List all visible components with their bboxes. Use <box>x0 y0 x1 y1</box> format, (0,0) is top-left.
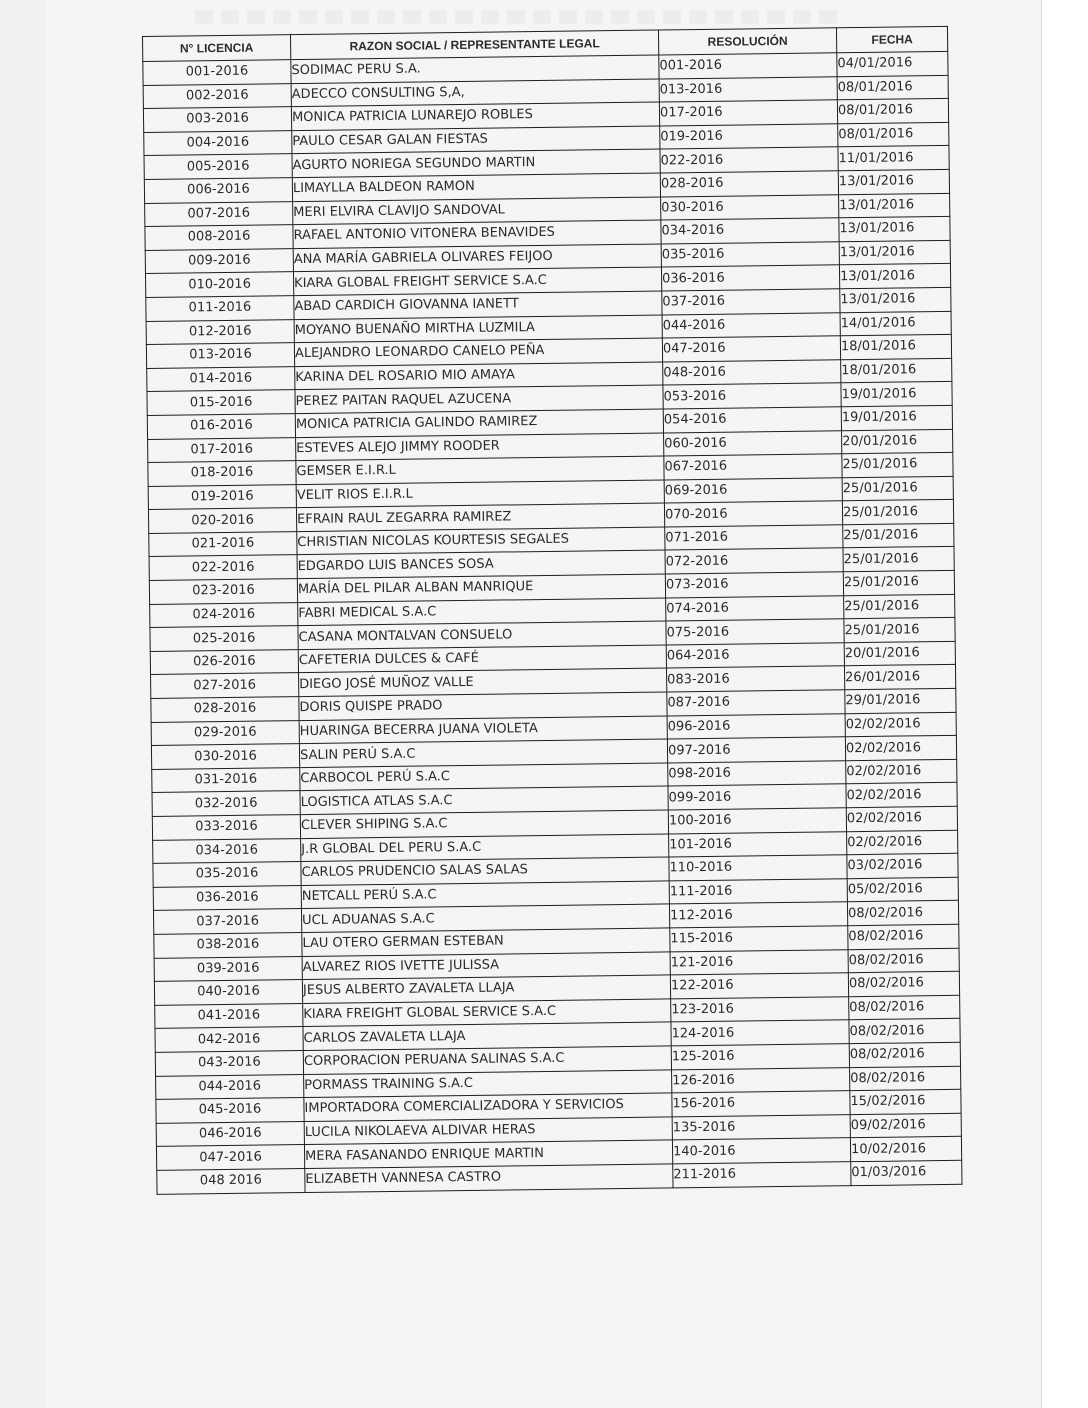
cell-razon-social: JESUS ALBERTO ZAVALETA LLAJA <box>302 975 670 1003</box>
license-table <box>142 26 962 1195</box>
cell-licencia: 009-2016 <box>145 248 293 273</box>
cell-fecha: 13/01/2016 <box>839 264 950 289</box>
cell-fecha: 25/01/2016 <box>842 500 953 525</box>
cell-fecha: 08/02/2016 <box>850 1066 961 1091</box>
cell-resolucion: 036-2016 <box>661 265 839 291</box>
cell-licencia: 003-2016 <box>143 107 291 132</box>
cell-licencia: 011-2016 <box>146 296 294 321</box>
cell-fecha: 08/02/2016 <box>848 971 959 996</box>
cell-licencia: 007-2016 <box>145 201 293 226</box>
cell-licencia: 048 2016 <box>157 1168 305 1193</box>
cell-resolucion: 035-2016 <box>661 242 839 268</box>
cell-razon-social: LAU OTERO GERMAN ESTEBAN <box>302 928 670 956</box>
cell-licencia: 026-2016 <box>150 649 298 674</box>
cell-razon-social: MERA FASANANDO ENRIQUE MARTIN <box>304 1140 672 1168</box>
cell-licencia: 020-2016 <box>148 508 296 533</box>
cell-razon-social: LUCILA NIKOLAEVA ALDIVAR HERAS <box>304 1117 672 1145</box>
cell-licencia: 001-2016 <box>143 60 291 85</box>
cell-resolucion: 030-2016 <box>661 194 839 220</box>
cell-razon-social: ABAD CARDICH GIOVANNA IANETT <box>294 291 662 319</box>
cell-resolucion: 074-2016 <box>666 595 844 621</box>
cell-fecha: 08/02/2016 <box>847 901 958 926</box>
cell-razon-social: MONICA PATRICIA GALINDO RAMIREZ <box>295 409 663 437</box>
cell-licencia: 035-2016 <box>153 862 301 887</box>
cell-resolucion: 071-2016 <box>665 525 843 551</box>
cell-fecha: 02/02/2016 <box>846 806 957 831</box>
cell-licencia: 023-2016 <box>149 579 297 604</box>
cell-licencia: 038-2016 <box>154 933 302 958</box>
cell-resolucion: 067-2016 <box>664 454 842 480</box>
cell-resolucion: 126-2016 <box>672 1067 850 1093</box>
cell-razon-social: MOYANO BUENAÑO MIRTHA LUZMILA <box>294 315 662 343</box>
cell-fecha: 25/01/2016 <box>844 618 955 643</box>
cell-razon-social: CARBOCOL PERÚ S.A.C <box>300 763 668 791</box>
cell-fecha: 02/02/2016 <box>845 712 956 737</box>
cell-resolucion: 017-2016 <box>659 100 837 126</box>
cell-licencia: 013-2016 <box>146 343 294 368</box>
cell-fecha: 08/02/2016 <box>848 948 959 973</box>
cell-resolucion: 013-2016 <box>659 76 837 102</box>
cell-fecha: 10/02/2016 <box>850 1137 961 1162</box>
cell-razon-social: SALIN PERÚ S.A.C <box>299 739 667 767</box>
cell-fecha: 26/01/2016 <box>844 665 955 690</box>
cell-resolucion: 098-2016 <box>668 761 846 787</box>
cell-razon-social: FABRI MEDICAL S.A.C <box>298 598 666 626</box>
cell-resolucion: 100-2016 <box>668 808 846 834</box>
cell-resolucion: 110-2016 <box>669 855 847 881</box>
cell-razon-social: CLEVER SHIPING S.A.C <box>300 810 668 838</box>
cell-razon-social: J.R GLOBAL DEL PERU S.A.C <box>301 834 669 862</box>
cell-resolucion: 073-2016 <box>665 572 843 598</box>
cell-razon-social: SODIMAC PERU S.A. <box>291 55 659 83</box>
cell-razon-social: IMPORTADORA COMERCIALIZADORA Y SERVICIOS <box>304 1093 672 1121</box>
header-razon-social: RAZON SOCIAL / REPRESENTANTE LEGAL <box>290 30 658 60</box>
cell-licencia: 015-2016 <box>147 390 295 415</box>
cell-licencia: 027-2016 <box>151 673 299 698</box>
cell-resolucion: 121-2016 <box>670 949 848 975</box>
cell-licencia: 016-2016 <box>147 414 295 439</box>
cell-licencia: 004-2016 <box>144 130 292 155</box>
cell-razon-social: MERI ELVIRA CLAVIJO SANDOVAL <box>293 197 661 225</box>
cell-razon-social: EFRAIN RAUL ZEGARRA RAMIREZ <box>296 503 664 531</box>
header-resolucion: RESOLUCIÓN <box>658 28 836 55</box>
cell-resolucion: 140-2016 <box>672 1138 850 1164</box>
cell-razon-social: MARÍA DEL PILAR ALBAN MANRIQUE <box>297 574 665 602</box>
cell-licencia: 014-2016 <box>147 366 295 391</box>
cell-razon-social: CARLOS ZAVALETA LLAJA <box>303 1022 671 1050</box>
table-body <box>143 51 962 1194</box>
cell-razon-social: CORPORACION PERUANA SALINAS S.A.C <box>303 1046 671 1074</box>
document-page <box>142 26 961 1195</box>
cell-razon-social: ESTEVES ALEJO JIMMY ROODER <box>296 432 664 460</box>
cell-razon-social: EDGARDO LUIS BANCES SOSA <box>297 550 665 578</box>
cell-razon-social: DORIS QUISPE PRADO <box>299 692 667 720</box>
cell-razon-social: CAFETERIA DULCES & CAFÉ <box>298 645 666 673</box>
cell-fecha: 13/01/2016 <box>838 169 949 194</box>
cell-resolucion: 083-2016 <box>666 666 844 692</box>
cell-fecha: 03/02/2016 <box>847 854 958 879</box>
cell-licencia: 012-2016 <box>146 319 294 344</box>
cell-fecha: 20/01/2016 <box>844 641 955 666</box>
cell-resolucion: 124-2016 <box>671 1020 849 1046</box>
cell-fecha: 02/02/2016 <box>847 830 958 855</box>
cell-razon-social: VELIT RIOS E.I.R.L <box>296 480 664 508</box>
cell-licencia: 029-2016 <box>151 720 299 745</box>
cell-fecha: 25/01/2016 <box>844 594 955 619</box>
cell-fecha: 13/01/2016 <box>839 193 950 218</box>
cell-fecha: 08/02/2016 <box>848 924 959 949</box>
bleed-through-text <box>195 10 845 24</box>
cell-licencia: 008-2016 <box>145 225 293 250</box>
cell-licencia: 017-2016 <box>148 437 296 462</box>
cell-licencia: 034-2016 <box>153 838 301 863</box>
cell-licencia: 042-2016 <box>155 1027 303 1052</box>
cell-licencia: 005-2016 <box>144 154 292 179</box>
cell-razon-social: DIEGO JOSÉ MUÑOZ VALLE <box>299 668 667 696</box>
cell-licencia: 025-2016 <box>150 626 298 651</box>
cell-resolucion: 048-2016 <box>663 359 841 385</box>
cell-razon-social: RAFAEL ANTONIO VITONERA BENAVIDES <box>293 220 661 248</box>
cell-fecha: 25/01/2016 <box>843 523 954 548</box>
cell-fecha: 15/02/2016 <box>850 1089 961 1114</box>
cell-fecha: 25/01/2016 <box>842 476 953 501</box>
cell-razon-social: KIARA FREIGHT GLOBAL SERVICE S.A.C <box>303 999 671 1027</box>
cell-fecha: 19/01/2016 <box>841 405 952 430</box>
cell-licencia: 006-2016 <box>144 178 292 203</box>
cell-licencia: 018-2016 <box>148 461 296 486</box>
cell-resolucion: 123-2016 <box>671 996 849 1022</box>
cell-razon-social: ALEJANDRO LEONARDO CANELO PEÑA <box>294 338 662 366</box>
header-fecha: FECHA <box>836 26 947 52</box>
cell-razon-social: CASANA MONTALVAN CONSUELO <box>298 621 666 649</box>
cell-resolucion: 075-2016 <box>666 619 844 645</box>
cell-resolucion: 044-2016 <box>662 312 840 338</box>
cell-fecha: 13/01/2016 <box>839 240 950 265</box>
cell-licencia: 043-2016 <box>155 1050 303 1075</box>
cell-fecha: 13/01/2016 <box>839 217 950 242</box>
cell-fecha: 04/01/2016 <box>837 51 948 76</box>
cell-fecha: 19/01/2016 <box>841 382 952 407</box>
cell-fecha: 25/01/2016 <box>843 547 954 572</box>
cell-licencia: 019-2016 <box>148 484 296 509</box>
cell-razon-social: HUARINGA BECERRA JUANA VIOLETA <box>299 716 667 744</box>
cell-fecha: 08/01/2016 <box>837 99 948 124</box>
cell-resolucion: 112-2016 <box>669 902 847 928</box>
cell-fecha: 14/01/2016 <box>840 311 951 336</box>
cell-resolucion: 099-2016 <box>668 784 846 810</box>
cell-licencia: 021-2016 <box>149 531 297 556</box>
cell-fecha: 02/02/2016 <box>846 759 957 784</box>
cell-resolucion: 069-2016 <box>664 477 842 503</box>
cell-licencia: 041-2016 <box>155 1003 303 1028</box>
cell-fecha: 08/02/2016 <box>849 995 960 1020</box>
cell-razon-social: UCL ADUANAS S.A.C <box>301 904 669 932</box>
cell-fecha: 01/03/2016 <box>851 1160 962 1185</box>
cell-resolucion: 060-2016 <box>664 430 842 456</box>
cell-razon-social: KIARA GLOBAL FREIGHT SERVICE S.A.C <box>293 267 661 295</box>
cell-resolucion: 135-2016 <box>672 1114 850 1140</box>
cell-razon-social: MONICA PATRICIA LUNAREJO ROBLES <box>291 102 659 130</box>
cell-licencia: 046-2016 <box>156 1121 304 1146</box>
cell-licencia: 028-2016 <box>151 697 299 722</box>
cell-resolucion: 111-2016 <box>669 878 847 904</box>
cell-fecha: 08/01/2016 <box>837 75 948 100</box>
cell-resolucion: 101-2016 <box>669 831 847 857</box>
cell-resolucion: 156-2016 <box>672 1091 850 1117</box>
cell-resolucion: 115-2016 <box>670 926 848 952</box>
cell-licencia: 047-2016 <box>156 1145 304 1170</box>
cell-resolucion: 037-2016 <box>662 289 840 315</box>
cell-fecha: 05/02/2016 <box>847 877 958 902</box>
cell-licencia: 024-2016 <box>150 602 298 627</box>
cell-resolucion: 072-2016 <box>665 548 843 574</box>
cell-licencia: 030-2016 <box>151 744 299 769</box>
cell-fecha: 08/02/2016 <box>849 1019 960 1044</box>
cell-resolucion: 047-2016 <box>662 336 840 362</box>
cell-licencia: 045-2016 <box>156 1098 304 1123</box>
cell-licencia: 033-2016 <box>152 815 300 840</box>
cell-fecha: 08/01/2016 <box>838 122 949 147</box>
cell-licencia: 044-2016 <box>156 1074 304 1099</box>
cell-licencia: 037-2016 <box>153 909 301 934</box>
cell-fecha: 09/02/2016 <box>850 1113 961 1138</box>
cell-resolucion: 022-2016 <box>660 147 838 173</box>
cell-resolucion: 125-2016 <box>671 1044 849 1070</box>
cell-resolucion: 122-2016 <box>670 973 848 999</box>
cell-fecha: 29/01/2016 <box>845 688 956 713</box>
cell-razon-social: CARLOS PRUDENCIO SALAS SALAS <box>301 857 669 885</box>
cell-fecha: 18/01/2016 <box>841 358 952 383</box>
cell-licencia: 002-2016 <box>143 83 291 108</box>
cell-fecha: 18/01/2016 <box>840 334 951 359</box>
cell-razon-social: NETCALL PERÚ S.A.C <box>301 881 669 909</box>
cell-licencia: 032-2016 <box>152 791 300 816</box>
cell-fecha: 11/01/2016 <box>838 146 949 171</box>
cell-resolucion: 097-2016 <box>667 737 845 763</box>
scan-margin-left <box>0 0 46 1408</box>
cell-razon-social: ALVAREZ RIOS IVETTE JULISSA <box>302 951 670 979</box>
cell-razon-social: PORMASS TRAINING S.A.C <box>304 1069 672 1097</box>
cell-resolucion: 001-2016 <box>659 53 837 79</box>
header-licencia: N° LICENCIA <box>143 35 291 62</box>
cell-licencia: 040-2016 <box>154 980 302 1005</box>
cell-fecha: 02/02/2016 <box>846 783 957 808</box>
cell-licencia: 039-2016 <box>154 956 302 981</box>
cell-fecha: 13/01/2016 <box>840 287 951 312</box>
cell-razon-social: PAULO CESAR GALAN FIESTAS <box>292 126 660 154</box>
cell-fecha: 02/02/2016 <box>845 736 956 761</box>
cell-resolucion: 064-2016 <box>666 643 844 669</box>
cell-razon-social: AGURTO NORIEGA SEGUNDO MARTIN <box>292 149 660 177</box>
cell-fecha: 25/01/2016 <box>842 452 953 477</box>
cell-razon-social: ELIZABETH VANNESA CASTRO <box>305 1164 673 1192</box>
cell-razon-social: KARINA DEL ROSARIO MIO AMAYA <box>295 362 663 390</box>
cell-resolucion: 087-2016 <box>667 690 845 716</box>
cell-fecha: 20/01/2016 <box>842 429 953 454</box>
cell-razon-social: ADECCO CONSULTING S,A, <box>291 79 659 107</box>
cell-resolucion: 028-2016 <box>660 171 838 197</box>
cell-licencia: 031-2016 <box>152 767 300 792</box>
cell-razon-social: CHRISTIAN NICOLAS KOURTESIS SEGALES <box>297 527 665 555</box>
cell-resolucion: 034-2016 <box>661 218 839 244</box>
cell-resolucion: 096-2016 <box>667 713 845 739</box>
cell-resolucion: 070-2016 <box>664 501 842 527</box>
cell-resolucion: 019-2016 <box>660 124 838 150</box>
cell-razon-social: LIMAYLLA BALDEON RAMON <box>292 173 660 201</box>
cell-razon-social: PEREZ PAITAN RAQUEL AZUCENA <box>295 385 663 413</box>
cell-fecha: 25/01/2016 <box>843 570 954 595</box>
cell-resolucion: 054-2016 <box>663 407 841 433</box>
cell-razon-social: ANA MARÍA GABRIELA OLIVARES FEIJOO <box>293 244 661 272</box>
cell-licencia: 010-2016 <box>145 272 293 297</box>
cell-licencia: 022-2016 <box>149 555 297 580</box>
cell-fecha: 08/02/2016 <box>849 1042 960 1067</box>
cell-razon-social: GEMSER E.I.R.L <box>296 456 664 484</box>
cell-resolucion: 211-2016 <box>673 1162 851 1188</box>
cell-resolucion: 053-2016 <box>663 383 841 409</box>
cell-razon-social: LOGISTICA ATLAS S.A.C <box>300 786 668 814</box>
scan-margin-right <box>1041 0 1088 1408</box>
cell-licencia: 036-2016 <box>153 885 301 910</box>
